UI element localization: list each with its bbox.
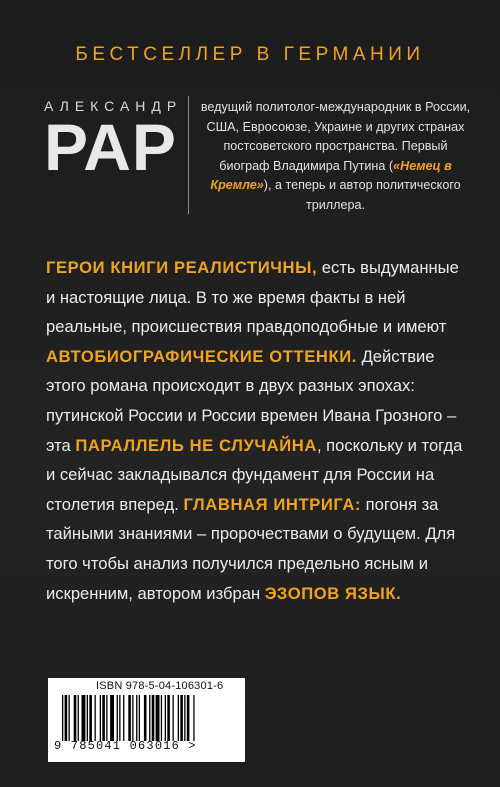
barcode-bar	[102, 695, 105, 741]
description-text-3: , поскольку и тогда и сейчас закладывался фундамент для России на столетия вперед.	[46, 435, 463, 514]
barcode-bar	[178, 695, 179, 741]
author-name	[44, 98, 183, 184]
barcode-bar	[193, 695, 194, 741]
barcode-bar	[65, 695, 68, 741]
barcode-bar	[180, 695, 183, 741]
barcode-bar	[132, 695, 133, 741]
barcode-bar	[144, 695, 147, 741]
highlight-autobiographical: АВТОБИОГРАФИЧЕСКИЕ ОТТЕНКИ.	[46, 346, 357, 366]
highlight-intrigue: ГЛАВНАЯ ИНТРИГА:	[183, 494, 362, 514]
author-bio	[198, 98, 473, 216]
barcode-bar	[149, 695, 150, 741]
barcode-bar	[136, 695, 137, 741]
barcode-bar	[165, 695, 166, 741]
bio-text-1: ведущий политолог-международник в России, США, Евросоюзе, Украине и других странах постсоветского пространства. Первый биограф Владимира Путина (	[200, 100, 471, 173]
barcode-bar	[78, 695, 79, 741]
barcode-bar	[82, 695, 86, 741]
barcode-icon	[62, 695, 236, 741]
barcode-bar	[74, 695, 77, 741]
description-text-2: Действие этого романа происходит в двух разных эпохах: путинской России и России времен Ивана Грозного – эта	[46, 346, 457, 455]
barcode-bar	[167, 695, 170, 741]
barcode-bar	[152, 695, 155, 741]
bestseller-banner: БЕСТСЕЛЛЕР В ГЕРМАНИИ	[75, 44, 425, 65]
highlight-aesop: ЭЗОПОВ ЯЗЫК.	[264, 583, 402, 603]
isbn-label: ISBN 978-5-04-106301-6	[96, 680, 224, 692]
author-last-name: РАР	[44, 110, 177, 184]
author-first-name: АЛЕКСАНДР	[44, 98, 183, 114]
barcode-bar	[123, 695, 124, 741]
barcode-bar	[187, 695, 190, 741]
barcode-bar	[173, 695, 174, 741]
barcode-bar	[139, 695, 140, 741]
vertical-divider	[188, 96, 189, 214]
barcode-bar	[119, 695, 120, 741]
highlight-heroes: ГЕРОИ КНИГИ РЕАЛИСТИЧНЫ,	[46, 258, 318, 277]
barcode-bar	[117, 695, 118, 741]
bio-book-title: «Немец в Кремле»	[210, 158, 452, 193]
barcode-panel	[48, 678, 245, 762]
barcode-bar	[87, 695, 88, 741]
highlight-parallel: ПАРАЛЛЕЛЬ НЕ СЛУЧАЙНА	[75, 435, 317, 455]
barcode-bar	[184, 695, 185, 741]
barcode-bar	[128, 695, 131, 741]
description-text-4: погоня за тайными знаниями – пророчествами о будущем. Для того чтобы анализ получился предельно ясным и искренним, автором избран	[46, 494, 456, 603]
barcode-bar	[100, 695, 101, 741]
book-description	[46, 253, 466, 608]
bio-text-2: ), а теперь и автор политического триллера.	[263, 178, 461, 212]
description-text-1: есть выдуманные и настоящие лица. В то же время факты в ней реальные, происшествия правдоподобные и имеют	[46, 258, 459, 337]
barcode-bar	[69, 695, 70, 741]
barcode-digits: 9 785041 063016 >	[54, 739, 197, 753]
barcode-bar	[156, 695, 160, 741]
barcode-bar	[110, 695, 114, 741]
barcode-bar	[106, 695, 107, 741]
barcode-bar	[62, 695, 63, 741]
barcode-bar	[95, 695, 96, 741]
barcode-bar	[161, 695, 162, 741]
barcode-bar	[89, 695, 92, 741]
